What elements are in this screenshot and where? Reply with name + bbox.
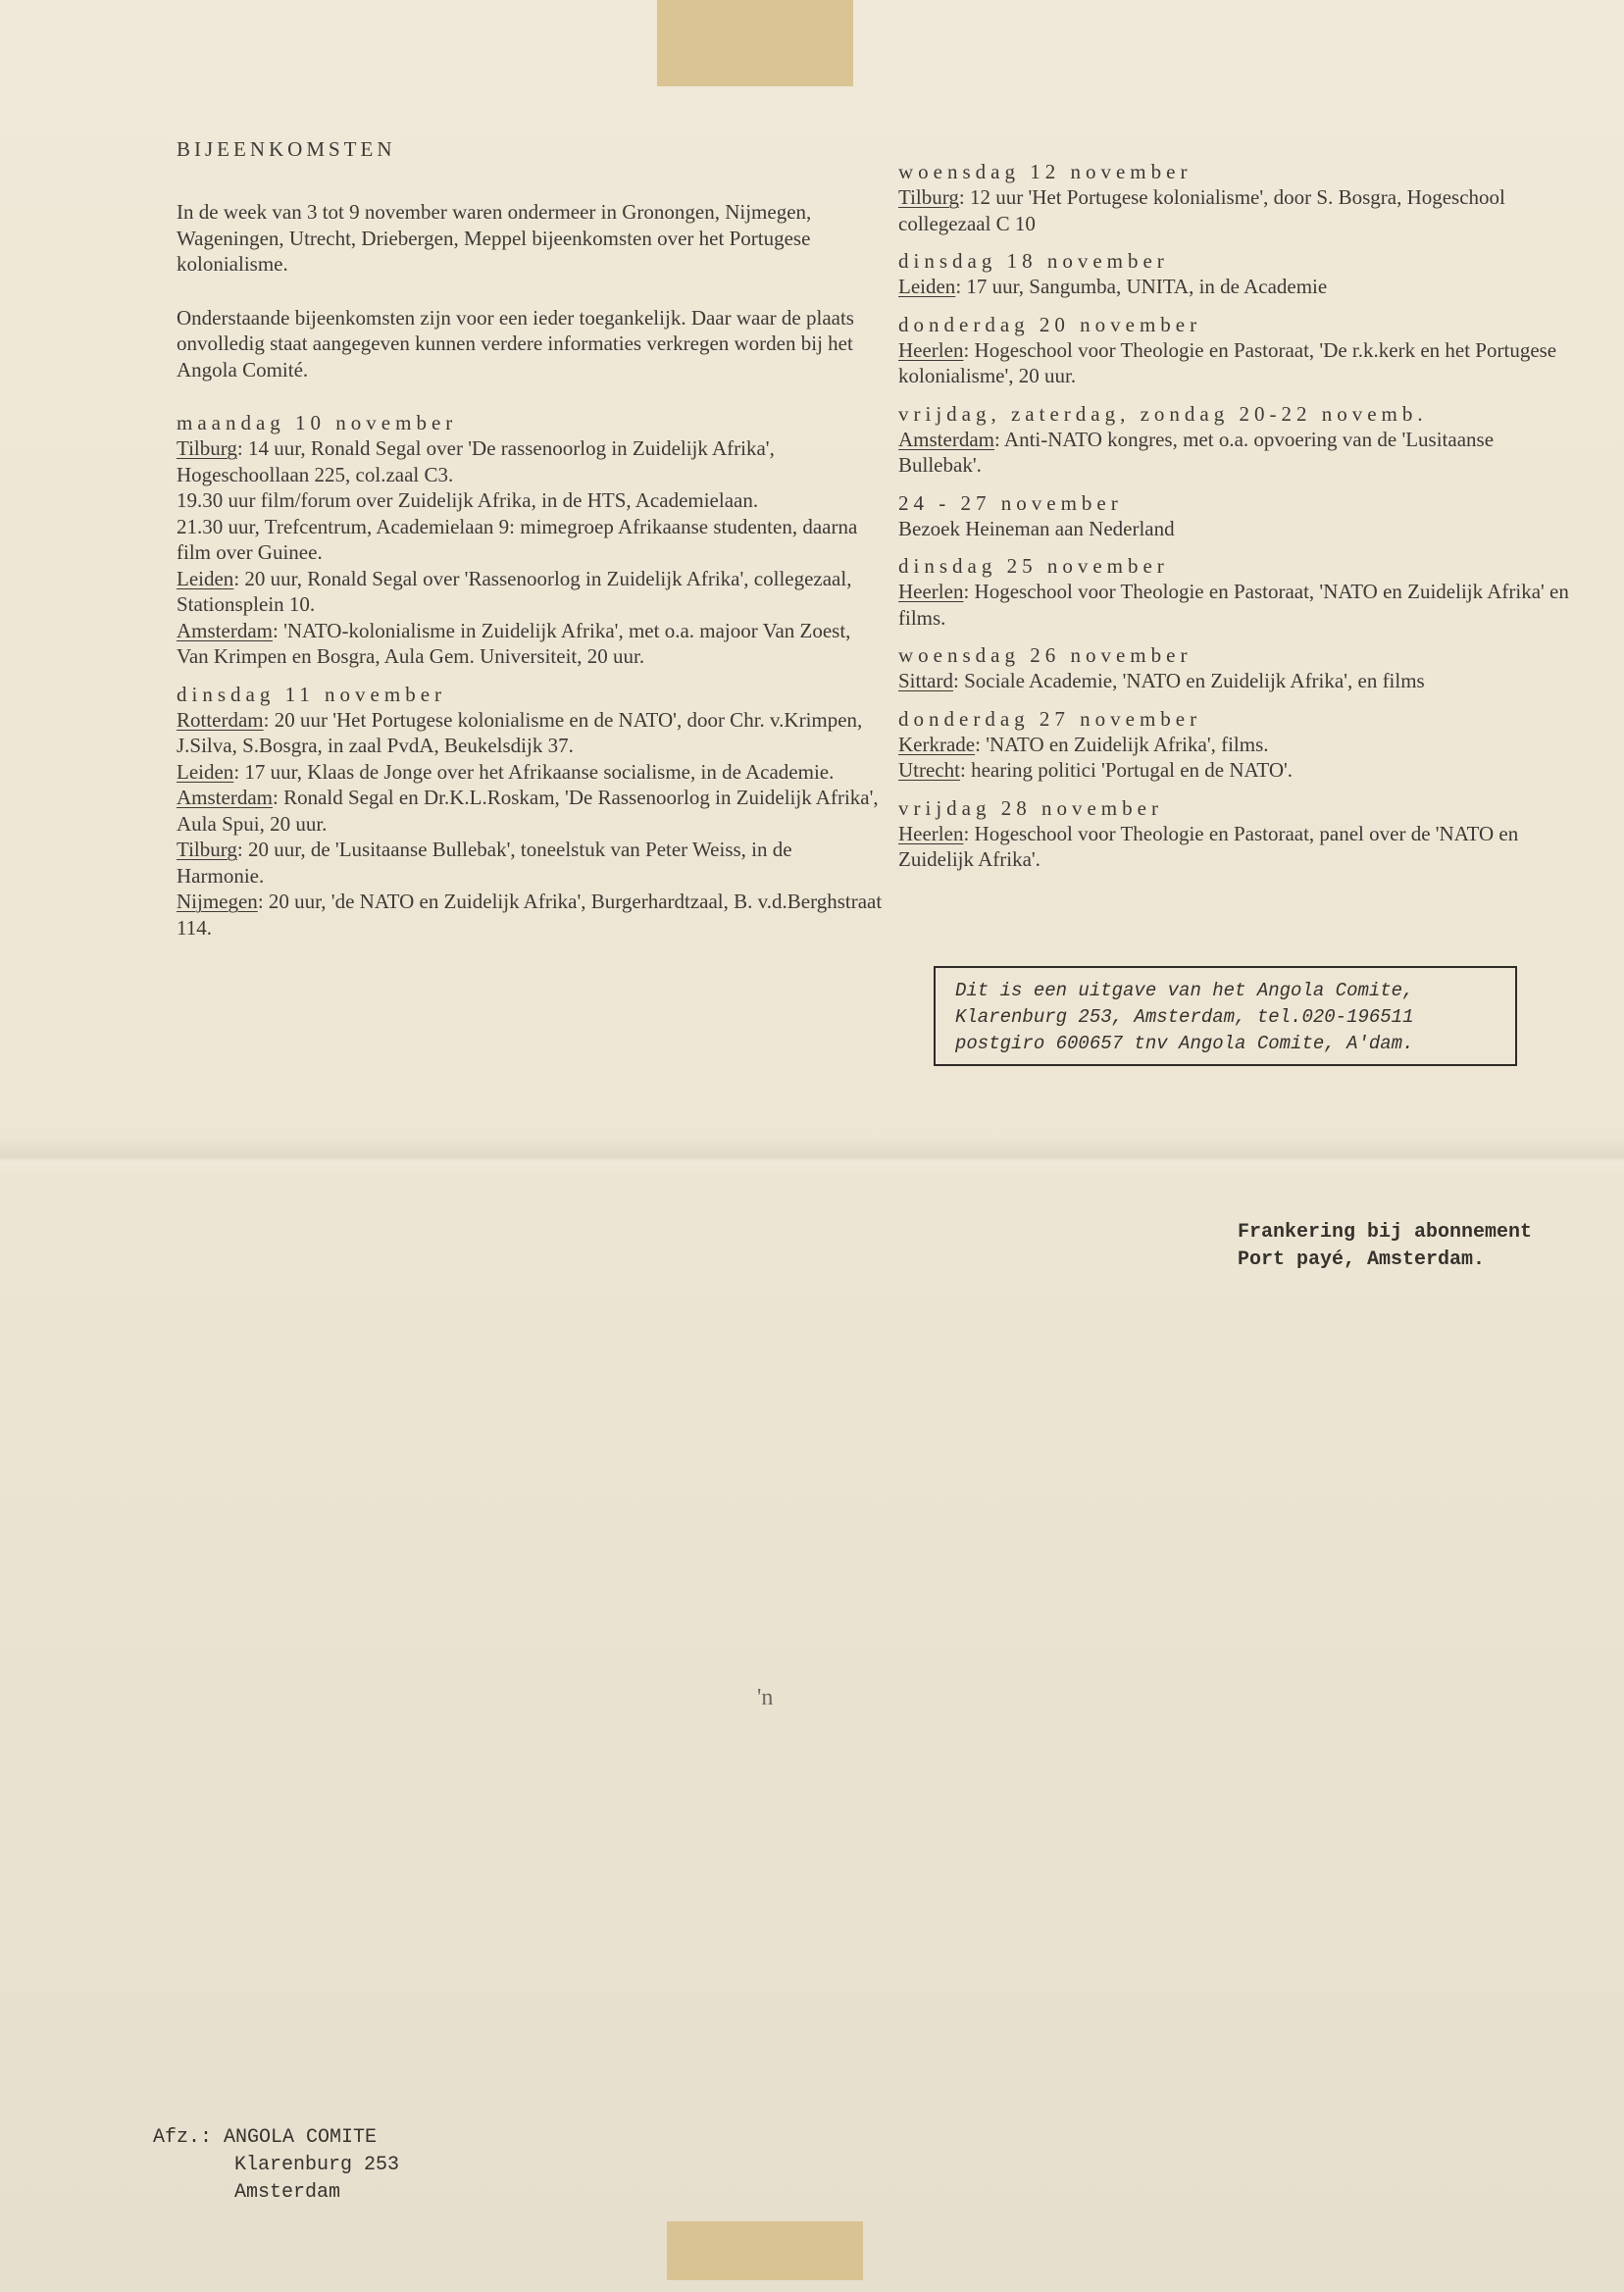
event-details: : Hogeschool voor Theologie en Pastoraat, 'NATO en Zuidelijk Afrika' en films. [898, 580, 1569, 630]
postage-line-2: Port payé, Amsterdam. [1238, 1248, 1486, 1271]
imprint-line: Klarenburg 253, Amsterdam, tel.020-196511 [955, 1006, 1414, 1028]
event-details: : 14 uur, Ronald Segal over 'De rassenoorlog in Zuidelijk Afrika', Hogeschoollaan 225, col.zaal C3. [177, 436, 775, 486]
event-details: : 20 uur, de 'Lusitaanse Bullebak', toneelstuk van Peter Weiss, in de Harmonie. [177, 838, 792, 888]
sender-name: ANGOLA COMITE [224, 2126, 378, 2149]
event-entry [177, 707, 883, 759]
event-city: Amsterdam [898, 427, 994, 451]
event-entry [177, 618, 883, 670]
event-entry [898, 579, 1575, 631]
event-city: Tilburg [177, 838, 237, 861]
left-column [177, 137, 883, 941]
day-heading: donderdag 27 november [898, 706, 1202, 731]
event-city: Heerlen [898, 821, 964, 845]
event-details: : 12 uur 'Het Portugese kolonialisme', door S. Bosgra, Hogeschool collegezaal C 10 [898, 185, 1505, 235]
event-details: : 'NATO-kolonialisme in Zuidelijk Afrika', met o.a. majoor Van Zoest, Van Krimpen en Bosgra, Aula Gem. Universiteit, 20 uur. [177, 618, 851, 668]
event-city: Utrecht [898, 758, 960, 782]
day-heading: vrijdag 28 november [898, 795, 1163, 820]
event-entry [898, 337, 1575, 389]
event-city: Leiden [177, 759, 234, 784]
sender-street: Klarenburg 253 [234, 2154, 400, 2176]
sender-city: Amsterdam [234, 2181, 341, 2204]
event-details: : 20 uur 'Het Portugese kolonialisme en de NATO', door Chr. v.Krimpen, J.Silva, S.Bosgra, in zaal PvdA, Beukelsdijk 37. [177, 707, 863, 757]
paper-fold-line [0, 1138, 1624, 1181]
event-details: : Ronald Segal en Dr.K.L.Roskam, 'De Rassenoorlog in Zuidelijk Afrika', Aula Spui, 20 uur. [177, 786, 879, 836]
event-details: : 20 uur, 'de NATO en Zuidelijk Afrika', Burgerhardtzaal, B. v.d.Berghstraat 114. [177, 890, 883, 940]
right-schedule [898, 159, 1575, 873]
event-city: Heerlen [898, 337, 964, 362]
event-city: Heerlen [898, 580, 964, 603]
event-entry [898, 184, 1575, 236]
event-entry [177, 759, 883, 786]
tape-strip-bottom [667, 2221, 863, 2280]
event-entry [898, 516, 1575, 542]
day-heading: dinsdag 18 november [898, 249, 1169, 273]
event-details: Bezoek Heineman aan Nederland [898, 516, 1175, 540]
day-heading: maandag 10 november [177, 411, 458, 434]
postage-line-1: Frankering bij abonnement [1238, 1221, 1533, 1244]
day-heading: vrijdag, zaterdag, zondag 20-22 novemb. [898, 401, 1428, 426]
imprint-box [934, 966, 1517, 1066]
event-details: : 'NATO en Zuidelijk Afrika', films. [975, 732, 1269, 756]
event-details: : 20 uur, Ronald Segal over 'Rassenoorlog in Zuidelijk Afrika', collegezaal, Stationsplein 10. [177, 566, 852, 616]
event-entry [177, 514, 883, 566]
event-entry [898, 274, 1575, 300]
event-details: : 17 uur, Sangumba, UNITA, in de Academie [955, 275, 1328, 298]
event-details: 19.30 uur film/forum over Zuidelijk Afrika, in de HTS, Academielaan. [177, 488, 759, 512]
stray-mark: 'n [757, 1685, 774, 1710]
day-heading: donderdag 20 november [898, 312, 1202, 336]
event-details: : Hogeschool voor Theologie en Pastoraat, panel over de 'NATO en Zuidelijk Afrika'. [898, 821, 1519, 871]
event-details: 21.30 uur, Trefcentrum, Academielaan 9: mimegroep Afrikaanse studenten, daarna film over Guinee. [177, 514, 858, 564]
event-entry [177, 435, 883, 487]
event-city: Rotterdam [177, 707, 264, 732]
right-column [898, 147, 1575, 873]
section-heading: BIJEENKOMSTEN [177, 137, 396, 161]
left-schedule [177, 410, 883, 941]
event-details: : Sociale Academie, 'NATO en Zuidelijk Afrika', en films [953, 669, 1425, 692]
event-entry [177, 889, 883, 941]
event-entry [177, 566, 883, 618]
event-details: : Hogeschool voor Theologie en Pastoraat, 'De r.k.kerk en het Portugese kolonialisme', 20 uur. [898, 337, 1557, 387]
event-city: Leiden [898, 275, 956, 298]
event-entry [898, 668, 1575, 694]
event-entry [177, 487, 883, 514]
event-city: Amsterdam [177, 618, 273, 642]
event-entry [177, 785, 883, 837]
event-city: Leiden [177, 566, 234, 590]
event-city: Amsterdam [177, 786, 273, 809]
sender-label: Afz.: [153, 2126, 213, 2149]
event-city: Kerkrade [898, 732, 976, 756]
event-city: Sittard [898, 669, 953, 692]
day-heading: woensdag 26 november [898, 643, 1193, 667]
event-details: : Anti-NATO kongres, met o.a. opvoering van de 'Lusitaanse Bullebak'. [898, 427, 1495, 477]
imprint-line: postgiro 600657 tnv Angola Comite, A'dam. [955, 1033, 1414, 1054]
day-heading: dinsdag 25 november [898, 554, 1169, 578]
event-entry [898, 757, 1575, 784]
tape-strip-top [657, 0, 853, 86]
imprint-line: Dit is een uitgave van het Angola Comite, [955, 980, 1414, 1001]
event-entry [898, 821, 1575, 873]
postage-notice [1238, 1219, 1532, 1274]
sender-address [153, 2124, 399, 2207]
event-entry [898, 732, 1575, 758]
event-entry [177, 837, 883, 889]
intro-paragraph: In de week van 3 tot 9 november waren ondermeer in Gronongen, Nijmegen, Wageningen, Utrecht, Driebergen, Meppel bijeenkomsten over het Portugese kolonialisme. [177, 200, 812, 276]
event-details: : 17 uur, Klaas de Jonge over het Afrikaanse socialisme, in de Academie. [233, 759, 835, 784]
notice-paragraph: Onderstaande bijeenkomsten zijn voor een ieder toegankelijk. Daar waar de plaats onvolledig staat aangegeven kunnen verdere informaties verkregen worden bij het Angola Comité. [177, 305, 854, 382]
event-city: Tilburg [898, 185, 959, 209]
day-heading: 24 - 27 november [898, 490, 1123, 515]
day-heading: woensdag 12 november [898, 160, 1193, 183]
event-city: Tilburg [177, 436, 237, 460]
event-details: : hearing politici 'Portugal en de NATO'. [959, 758, 1294, 782]
day-heading: dinsdag 11 november [177, 682, 447, 706]
event-entry [898, 427, 1575, 479]
event-city: Nijmegen [177, 890, 258, 913]
